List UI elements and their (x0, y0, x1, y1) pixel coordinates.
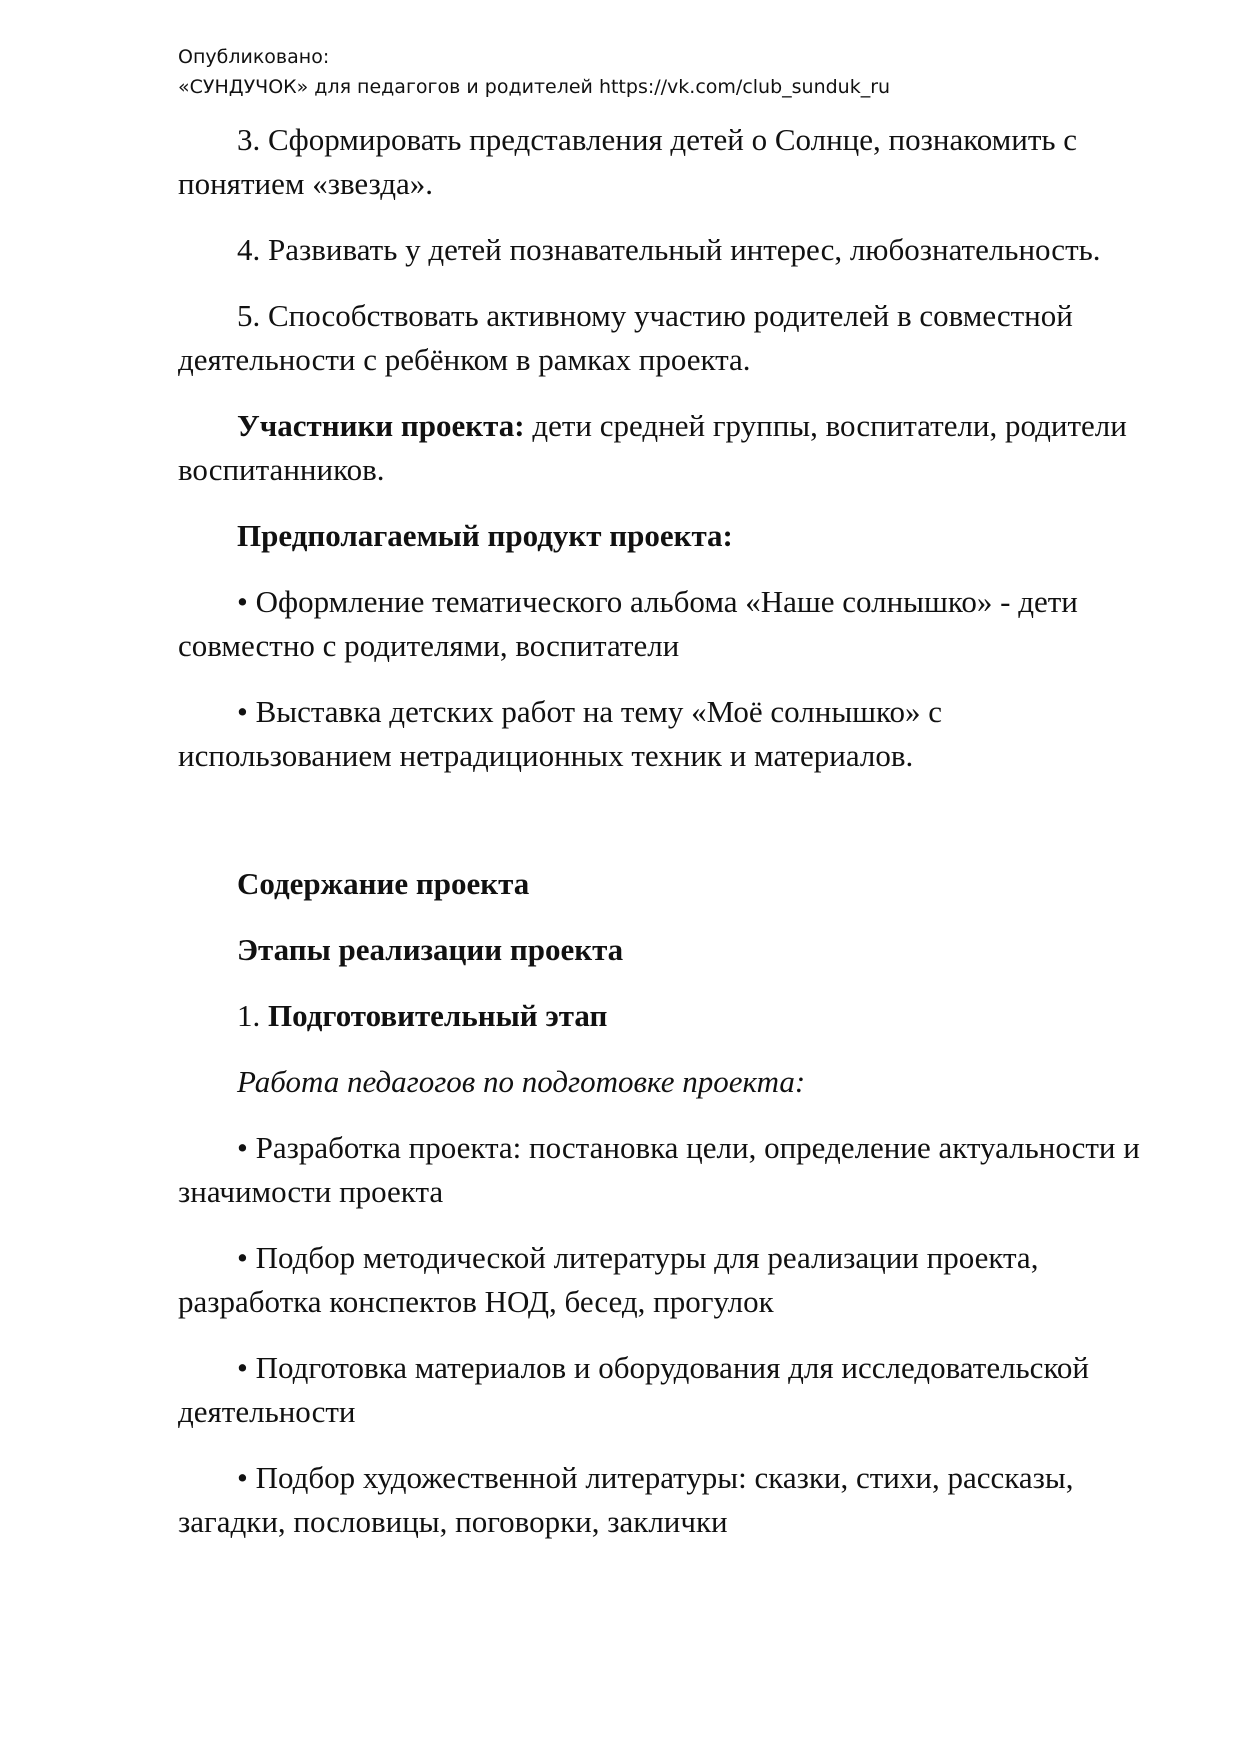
publication-header (178, 42, 890, 102)
content-heading: Содержание проекта (237, 866, 530, 901)
prep-item: • Подбор художественной литературы: сказки, стихи, рассказы, загадки, пословицы, поговорки, заклички (178, 1460, 1074, 1539)
publisher-line: «СУНДУЧОК» для педагогов и родителей https://vk.com/club_sunduk_ru (178, 76, 891, 98)
document-body (178, 118, 1158, 1566)
participants-text: дети средней группы, воспитатели, родители воспитанников. (178, 408, 1127, 487)
participants-label: Участники проекта: (237, 408, 525, 443)
teachers-work-subheading: Работа педагогов по подготовке проекта: (237, 1064, 806, 1099)
participants-paragraph (178, 404, 1158, 492)
product-item: • Оформление тематического альбома «Наше солнышко» - дети совместно с родителями, воспитатели (178, 584, 1078, 663)
goal-3: 3. Сформировать представления детей о Солнце, познакомить с понятием «звезда». (178, 122, 1078, 201)
spacer (178, 800, 1158, 862)
goal-4: 4. Развивать у детей познавательный интерес, любознательность. (237, 232, 1101, 267)
stage-1-heading (178, 994, 1158, 1038)
prep-item: • Подготовка материалов и оборудования для исследовательской деятельности (178, 1350, 1090, 1429)
product-heading: Предполагаемый продукт проекта: (237, 518, 733, 553)
goal-5: 5. Способствовать активному участию родителей в совместной деятельности с ребёнком в рамках проекта. (178, 298, 1073, 377)
stage-1-title: Подготовительный этап (268, 998, 608, 1033)
stage-1-number: 1. (237, 998, 268, 1033)
prep-item: • Разработка проекта: постановка цели, определение актуальности и значимости проекта (178, 1130, 1140, 1209)
product-item: • Выставка детских работ на тему «Моё солнышко» с использованием нетрадиционных техник и материалов. (178, 694, 943, 773)
prep-item: • Подбор методической литературы для реализации проекта, разработка конспектов НОД, бесед, прогулок (178, 1240, 1039, 1319)
stages-heading: Этапы реализации проекта (237, 932, 624, 967)
published-label: Опубликовано: (178, 46, 330, 68)
